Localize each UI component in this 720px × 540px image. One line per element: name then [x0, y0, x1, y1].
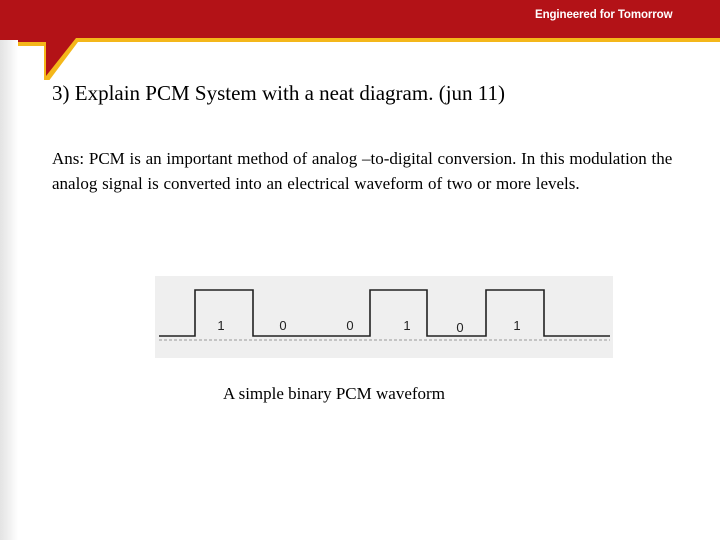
bit-label: 1 — [513, 318, 521, 333]
figure-caption: A simple binary PCM waveform — [223, 384, 445, 403]
bit-label: 1 — [217, 318, 225, 333]
pcm-waveform-diagram — [155, 276, 613, 358]
left-edge-shading — [0, 40, 18, 540]
bit-label: 0 — [279, 318, 287, 333]
bit-label: 1 — [403, 318, 411, 333]
brand-tagline: Engineered for Tomorrow — [535, 9, 673, 21]
answer-paragraph: Ans: PCM is an important method of analog –to-digital conversion. In this modulation the analog signal is converted into an electrical waveform of two or more levels. — [52, 149, 673, 193]
bit-label: 0 — [456, 320, 464, 335]
question-heading: 3) Explain PCM System with a neat diagram. (jun 11) — [52, 81, 505, 105]
bit-label: 0 — [346, 318, 354, 333]
